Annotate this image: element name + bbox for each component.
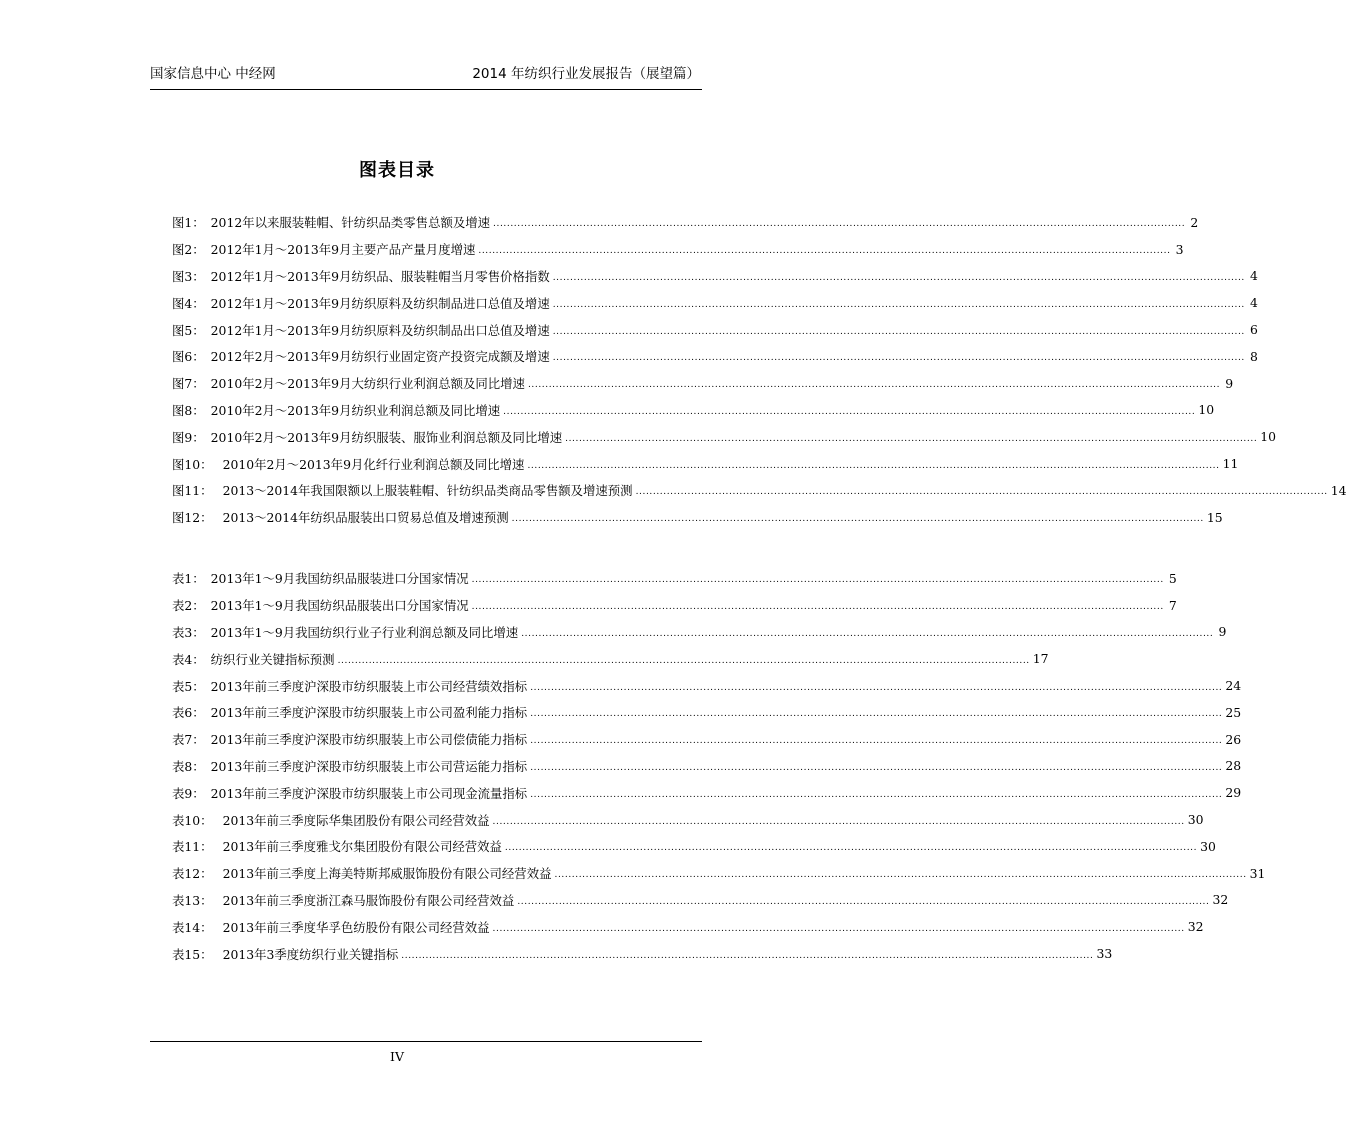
leader-dots: ........................................................................................................................................................................................................ [552,326,1245,337]
figure-entry-title: 2010年2月～2013年9月化纤行业利润总额及同比增速 [222,456,525,472]
leader-dots: ........................................................................................................................................................................................................ [552,353,1245,364]
figure-entry[interactable] [172,316,1258,343]
table-entry[interactable] [172,940,1113,967]
table-entry[interactable] [172,753,1242,780]
figure-entry[interactable] [172,423,1277,450]
figure-entry-title: 2013～2014年纺织品服装出口贸易总值及增速预测 [222,510,509,526]
table-entry-page: 29 [1225,785,1242,801]
figure-entry-page: 6 [1250,322,1258,338]
figure-entry-page: 10 [1198,402,1215,418]
figure-entry-page: 14 [1330,482,1347,498]
table-entry-label: 表12： [172,866,213,882]
figure-entry-label: 图6： [172,349,205,365]
figure-entry-title: 2010年2月～2013年9月大纺织行业利润总额及同比增速 [210,376,525,392]
table-entry-title: 2013年前三季度雅戈尔集团股份有限公司经营效益 [222,839,502,855]
figure-entry-label: 图2： [172,242,205,258]
figure-entry-page: 10 [1260,429,1277,445]
figure-entry-label: 图10： [172,456,213,472]
table-entry-page: 9 [1218,624,1227,640]
table-entry-title: 2013年前三季度沪深股市纺织服装上市公司现金流量指标 [210,785,528,801]
table-entry[interactable] [172,806,1204,833]
figure-entry-page: 3 [1175,241,1184,257]
leader-dots: ........................................................................................................................................................................................................ [471,602,1164,613]
table-entry-label: 表1： [172,571,205,587]
figure-entry-label: 图7： [172,376,205,392]
leader-dots: ........................................................................................................................................................................................................ [503,406,1196,417]
table-entry-page: 31 [1249,865,1266,881]
leader-dots: ........................................................................................................................................................................................................ [337,655,1030,666]
table-entry-title: 纺织行业关键指标预测 [210,651,335,667]
leader-dots: ........................................................................................................................................................................................................ [565,433,1258,444]
table-entry-label: 表7： [172,732,205,748]
figure-entry[interactable] [172,504,1223,531]
figure-entry[interactable] [172,370,1234,397]
figure-entry[interactable] [172,236,1184,263]
table-entry[interactable] [172,860,1266,887]
table-entry-page: 26 [1225,731,1242,747]
table-entry-label: 表15： [172,946,213,962]
leader-dots: ........................................................................................................................................................................................................ [527,380,1221,391]
leader-dots: ........................................................................................................................................................................................................ [527,460,1220,471]
figure-entry-label: 图1： [172,215,205,231]
table-entry-page: 7 [1168,597,1177,613]
table-entry[interactable] [172,592,1177,619]
table-entry[interactable] [172,672,1242,699]
figure-entry-label: 图12： [172,510,213,526]
table-entry-page: 33 [1096,946,1113,962]
figure-entry-label: 图8： [172,402,205,418]
figure-entry[interactable] [172,477,1347,504]
table-entry-title: 2013年3季度纺织行业关键指标 [222,946,399,962]
table-entry[interactable] [172,913,1204,940]
table-entry-title: 2013年前三季度沪深股市纺织服装上市公司偿债能力指标 [210,732,528,748]
figure-entry-page: 15 [1206,509,1223,525]
figure-entry-title: 2012年1月～2013年9月纺织品、服装鞋帽当月零售价格指数 [210,268,550,284]
table-entry-page: 30 [1187,812,1204,828]
leader-dots: ........................................................................................................................................................................................................ [521,628,1214,639]
table-entry-title: 2013年前三季度际华集团股份有限公司经营效益 [222,812,490,828]
figure-entry[interactable] [172,450,1239,477]
table-entry[interactable] [172,887,1229,914]
table-entry[interactable] [172,619,1227,646]
table-entry[interactable] [172,726,1242,753]
figure-entry-title: 2013～2014年我国限额以上服装鞋帽、针纺织品类商品零售额及增速预测 [222,483,633,499]
page-number: IV [390,1049,404,1064]
header-divider [150,89,702,90]
figure-entry-page: 11 [1222,456,1239,472]
table-entry-title: 2013年前三季度上海美特斯邦威服饰股份有限公司经营效益 [222,866,552,882]
figure-entry-page: 4 [1250,268,1258,284]
table-entry-page: 25 [1225,704,1242,720]
page-header [150,62,702,86]
table-entry-label: 表14： [172,919,213,935]
figure-entry-title: 2010年2月～2013年9月纺织业利润总额及同比增速 [210,402,501,418]
figure-entry-label: 图11： [172,483,213,499]
leader-dots: ........................................................................................................................................................................................................ [530,736,1223,747]
figure-list [172,209,1347,531]
leader-dots: ........................................................................................................................................................................................................ [635,487,1328,498]
leader-dots: ........................................................................................................................................................................................................ [504,843,1198,854]
table-entry-page: 17 [1032,651,1049,667]
figure-entry-page: 8 [1250,348,1258,364]
page-title: 图表目录 [359,160,435,181]
leader-dots: ........................................................................................................................................................................................................ [471,575,1164,586]
figure-entry-label: 图4： [172,295,205,311]
table-entry-label: 表11： [172,839,213,855]
table-entry-label: 表4： [172,651,205,667]
table-entry-page: 28 [1225,758,1242,774]
leader-dots: ........................................................................................................................................................................................................ [530,762,1223,773]
figure-entry-title: 2012年1月～2013年9月主要产品产量月度增速 [210,242,476,258]
figure-entry[interactable] [172,343,1258,370]
table-list [172,565,1266,967]
leader-dots: ........................................................................................................................................................................................................ [511,514,1204,525]
leader-dots: ........................................................................................................................................................................................................ [492,816,1185,827]
figure-entry[interactable] [172,289,1258,316]
leader-dots: ........................................................................................................................................................................................................ [552,299,1245,310]
figure-entry-page: 4 [1250,295,1258,311]
figure-entry-label: 图5： [172,322,205,338]
table-entry-title: 2013年前三季度沪深股市纺织服装上市公司经营绩效指标 [210,678,528,694]
table-entry-page: 5 [1168,570,1177,586]
leader-dots: ........................................................................................................................................................................................................ [492,923,1185,934]
table-entry-title: 2013年1～9月我国纺织品服装出口分国家情况 [210,598,469,614]
leader-dots: ........................................................................................................................................................................................................ [530,682,1223,693]
table-entry[interactable] [172,779,1242,806]
table-entry-label: 表2： [172,598,205,614]
figure-entry-label: 图9： [172,429,205,445]
table-entry-page: 32 [1187,919,1204,935]
table-entry[interactable] [172,699,1242,726]
figure-entry-page: 2 [1190,214,1199,230]
leader-dots: ........................................................................................................................................................................................................ [401,950,1094,961]
table-entry-title: 2013年1～9月我国纺织品服装进口分国家情况 [210,571,469,587]
footer-divider [150,1041,702,1042]
table-entry-title: 2013年前三季度浙江森马服饰股份有限公司经营效益 [222,892,515,908]
figure-entry[interactable] [172,263,1258,290]
table-entry-page: 24 [1225,678,1242,694]
table-entry-page: 30 [1200,838,1216,854]
figure-entry-page: 9 [1225,375,1234,391]
table-entry-page: 32 [1212,892,1229,908]
table-entry-title: 2013年前三季度沪深股市纺织服装上市公司盈利能力指标 [210,705,528,721]
figure-entry-title: 2010年2月～2013年9月纺织服装、服饰业利润总额及同比增速 [210,429,563,445]
table-entry-label: 表3： [172,624,205,640]
table-entry[interactable] [172,645,1049,672]
table-entry[interactable] [172,565,1177,592]
leader-dots: ........................................................................................................................................................................................................ [554,870,1247,881]
table-entry-label: 表10： [172,812,213,828]
header-report-title: 2014 年纺织行业发展报告（展望篇） [472,66,700,82]
table-entry-title: 2013年前三季度沪深股市纺织服装上市公司营运能力指标 [210,758,528,774]
table-entry-label: 表5： [172,678,205,694]
leader-dots: ........................................................................................................................................................................................................ [493,219,1186,230]
figure-entry-title: 2012年1月～2013年9月纺织原料及纺织制品进口总值及增速 [210,295,550,311]
leader-dots: ........................................................................................................................................................................................................ [517,896,1210,907]
leader-dots: ........................................................................................................................................................................................................ [478,246,1171,257]
figure-entry[interactable] [172,209,1199,236]
table-entry-label: 表13： [172,892,213,908]
table-entry-label: 表8： [172,758,205,774]
table-entry-label: 表6： [172,705,205,721]
table-entry-title: 2013年1～9月我国纺织行业子行业利润总额及同比增速 [210,624,519,640]
table-entry[interactable] [172,833,1216,860]
leader-dots: ........................................................................................................................................................................................................ [552,272,1245,283]
leader-dots: ........................................................................................................................................................................................................ [530,709,1223,720]
figure-entry-title: 2012年以来服装鞋帽、针纺织品类零售总额及增速 [210,215,491,231]
figure-entry[interactable] [172,397,1215,424]
table-entry-label: 表9： [172,785,205,801]
figure-entry-title: 2012年2月～2013年9月纺织行业固定资产投资完成额及增速 [210,349,550,365]
table-entry-title: 2013年前三季度华孚色纺股份有限公司经营效益 [222,919,490,935]
header-organization: 国家信息中心 中经网 [150,66,276,82]
figure-entry-title: 2012年1月～2013年9月纺织原料及纺织制品出口总值及增速 [210,322,550,338]
figure-entry-label: 图3： [172,268,205,284]
leader-dots: ........................................................................................................................................................................................................ [530,789,1223,800]
